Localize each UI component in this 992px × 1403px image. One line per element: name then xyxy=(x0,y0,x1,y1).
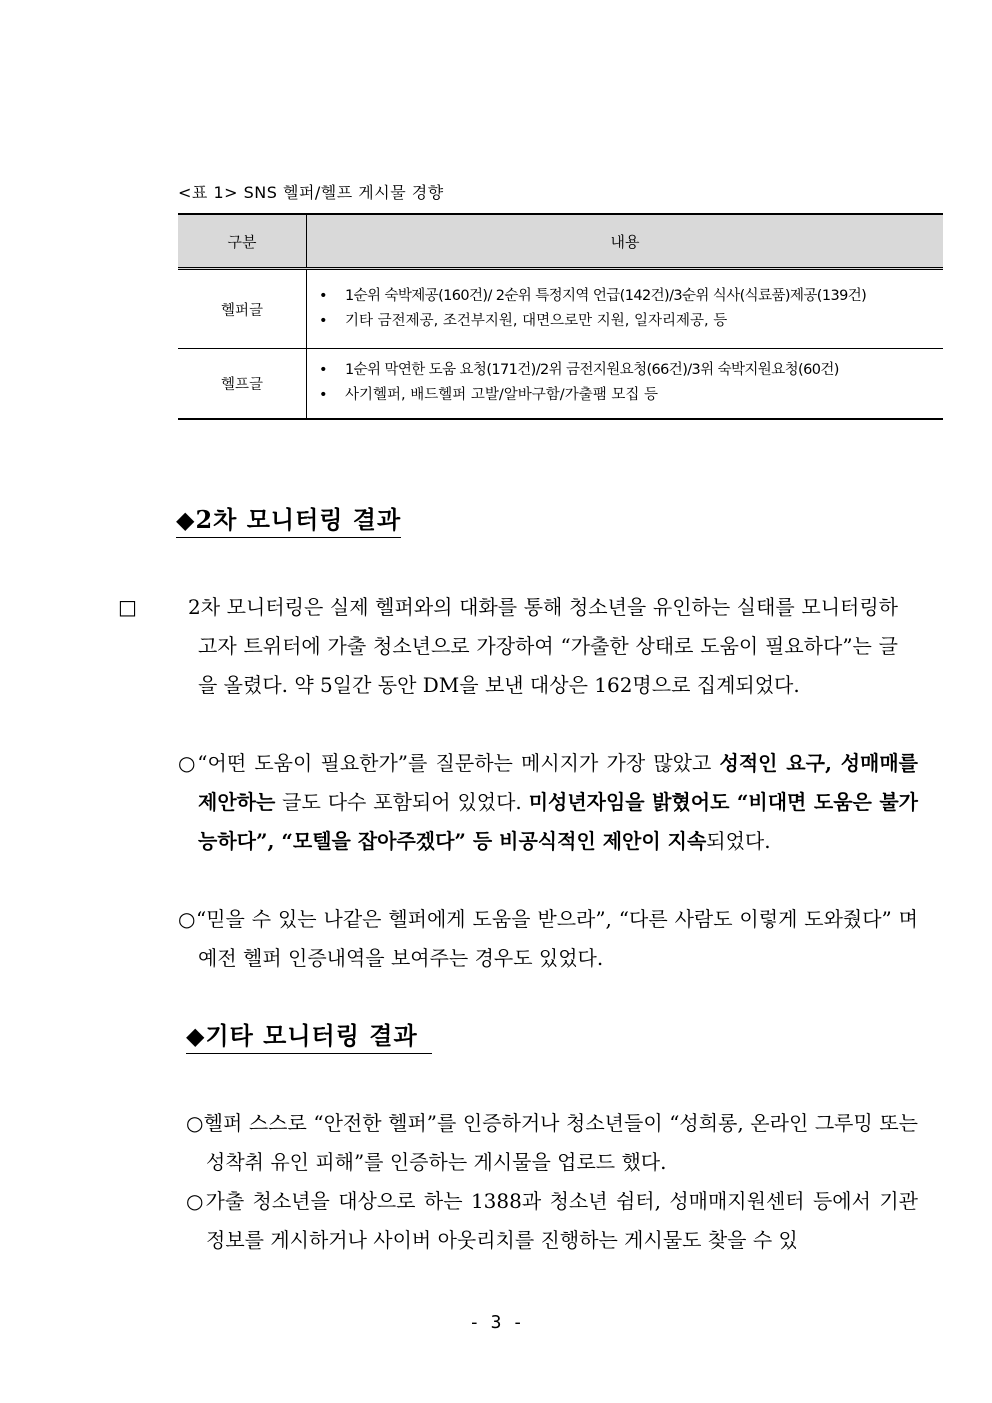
table-row xyxy=(178,269,943,349)
section-heading-other-monitoring: ◆기타 모니터링 결과 xyxy=(186,1016,432,1054)
list-item: 1순위 숙박제공(160건)/ 2순위 특정지역 언급(142건)/3순위 식사(식료품)제공(139건) xyxy=(345,288,867,304)
box-paragraph-text: 2차 모니터링은 실제 헬퍼와의 대화를 통해 청소년을 유인하는 실태를 모니터링하고자 트위터에 가출 청소년으로 가장하여 “가출한 상태로 도움이 필요하다”는 글을 올렸다. 약 5일간 동안 DM을 보낸 대상은 162명으로 집계되었다. xyxy=(188,595,898,697)
item-text: ○“어떤 도움이 필요한가”를 질문하는 메시지가 가장 많았고 xyxy=(178,751,720,775)
item-emphasis: 성적인 요구, 성매매를 제안하는 xyxy=(198,751,918,814)
circle-item-trust: ○“믿을 수 있는 나같은 헬퍼에게 도움을 받으라”, “다른 사람도 이렇게 도와줬다” 며 예전 헬퍼 인증내역을 보여주는 경우도 있었다. xyxy=(178,907,918,970)
page-number: - 3 - xyxy=(468,1312,524,1333)
row-content xyxy=(307,349,944,419)
list-item: 사기헬퍼, 배드헬퍼 고발/알바구함/가출팸 모집 등 xyxy=(345,387,658,404)
bullet-icon: • xyxy=(319,288,328,304)
circle-item-institutions: ○가출 청소년을 대상으로 하는 1388과 청소년 쉼터, 성매매지원센터 등에서 기관 정보를 게시하거나 사이버 아웃리치를 진행하는 게시물도 찾을 수 있 xyxy=(186,1189,918,1252)
row-content xyxy=(307,269,944,349)
section-heading-second-monitoring: ◆2차 모니터링 결과 xyxy=(176,500,401,538)
item-emphasis: 미성년자임을 밝혔어도 “비대면 도움은 불가능하다”, “모텔을 잡아주겠다” 등 비공식적인 제안이 지속 xyxy=(198,790,918,853)
circle-item-requests xyxy=(178,744,918,861)
bullet-icon: • xyxy=(319,362,328,379)
list-item: 기타 금전제공, 조건부지원, 대면으로만 지원, 일자리제공, 등 xyxy=(345,313,728,329)
bullet-icon: • xyxy=(319,313,328,329)
column-header-category: 구분 xyxy=(178,214,307,269)
table-row xyxy=(178,349,943,419)
checkbox-square-icon: □ xyxy=(118,595,137,619)
item-text: 되었다. xyxy=(706,829,771,853)
column-header-content: 내용 xyxy=(307,214,944,269)
circle-item-certification: ○헬퍼 스스로 “안전한 헬퍼”를 인증하거나 청소년들이 “성희롱, 온라인 그루밍 또는 성착취 유인 피해”를 인증하는 게시물을 업로드 했다. xyxy=(186,1111,918,1174)
list-item: 1순위 막연한 도움 요청(171건)/2위 금전지원요청(66건)/3위 숙박지원요청(60건) xyxy=(345,362,839,379)
bullet-icon: • xyxy=(319,387,328,404)
box-paragraph xyxy=(118,588,898,705)
item-text: 글도 다수 포함되어 있었다. xyxy=(275,790,529,814)
row-category: 헬퍼글 xyxy=(178,269,307,349)
helper-post-table xyxy=(178,213,943,420)
table-caption: <표 1> SNS 헬퍼/헬프 게시물 경향 xyxy=(178,183,444,202)
row-category: 헬프글 xyxy=(178,349,307,419)
